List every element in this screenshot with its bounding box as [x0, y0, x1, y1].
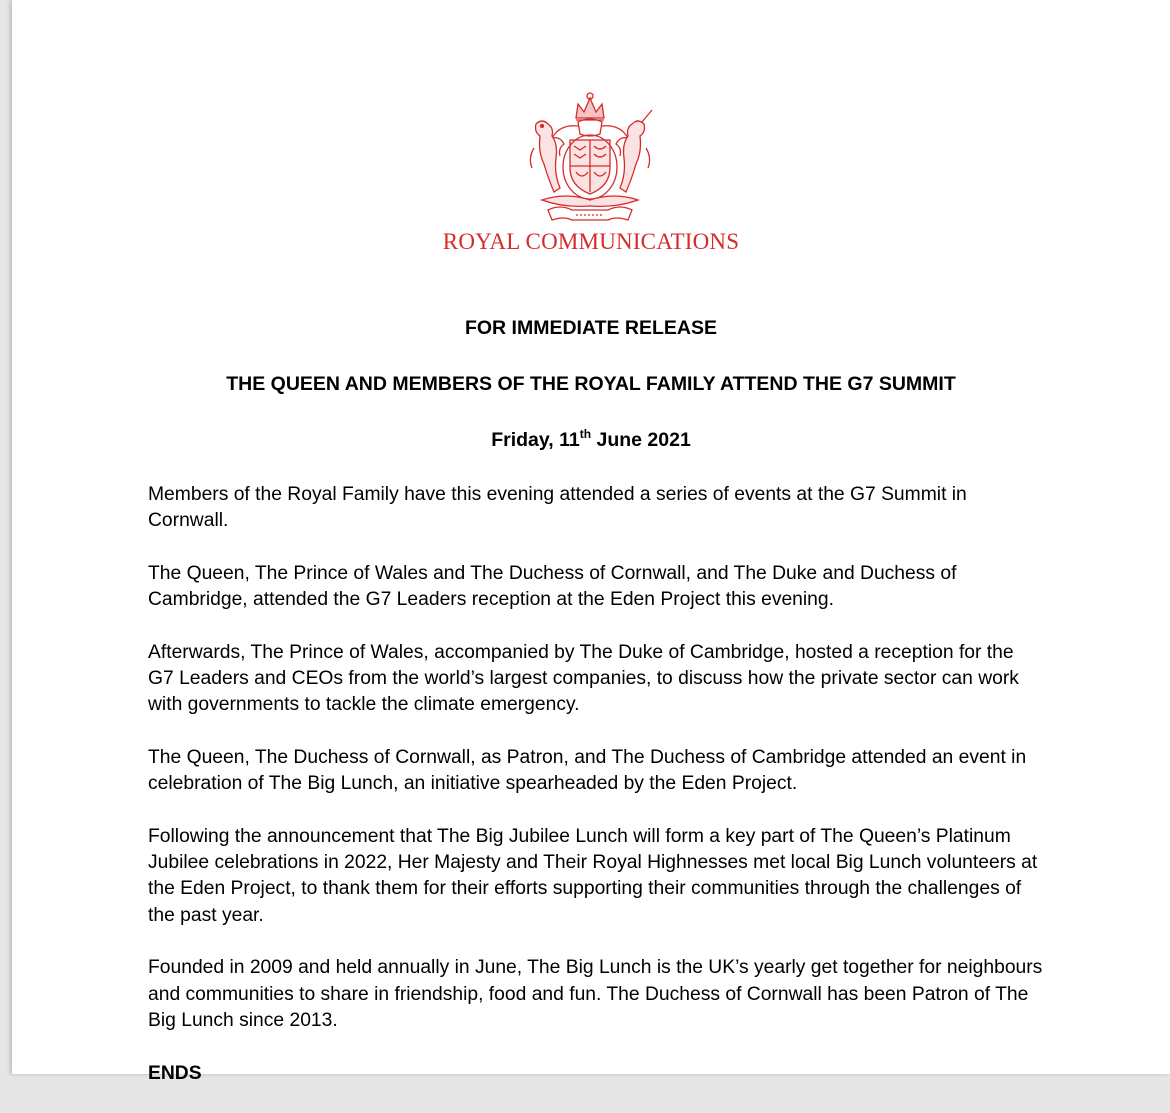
- release-date: [12, 429, 1170, 452]
- release-status: FOR IMMEDIATE RELEASE: [464, 317, 718, 339]
- body-paragraph: Members of the Royal Family have this evening attended a series of events at the G7 Summit in Cornwall.: [148, 484, 967, 532]
- release-date-day: Friday, 11: [491, 429, 580, 451]
- body-paragraph: The Queen, The Prince of Wales and The Duchess of Cornwall, and The Duke and Duchess of Cambridge, attended the G7 Leaders reception at the Eden Project this evening.: [148, 562, 957, 611]
- release-date-ordinal: th: [579, 427, 592, 441]
- organisation-name: ROYAL COMMUNICATIONS: [442, 229, 740, 254]
- body-paragraph: Founded in 2009 and held annually in June, The Big Lunch is the UK’s yearly get together for neighbours and communities to share in friendship, food and fun. The Duchess of Cornwall has been Patron of The Big Lunch since 2013.: [148, 957, 1043, 1031]
- release-date-month-year: June 2021: [591, 429, 691, 451]
- body-paragraph: The Queen, The Duchess of Cornwall, as Patron, and The Duchess of Cambridge attended an event in celebration of The Big Lunch, an initiative spearheaded by the Eden Project.: [148, 746, 1027, 795]
- press-release-headline: THE QUEEN AND MEMBERS OF THE ROYAL FAMILY ATTEND THE G7 SUMMIT: [226, 373, 956, 395]
- release-body: [148, 482, 1043, 1113]
- document-page: [12, 0, 1170, 1084]
- body-paragraph: Afterwards, The Prince of Wales, accompanied by The Duke of Cambridge, hosted a reception for the G7 Leaders and CEOs from the world’s largest companies, to discuss how the private sector can work with governments to tackle the climate emergency.: [148, 641, 1019, 716]
- ends-marker: ENDS: [148, 1062, 202, 1084]
- royal-coat-of-arms-icon: [520, 88, 660, 226]
- body-paragraph: Following the announcement that The Big Jubilee Lunch will form a key part of The Queen’s Platinum Jubilee celebrations in 2022, Her Majesty and Their Royal Highnesses met local Big Lunch volunteers at the Eden Project, to thank them for their efforts supporting their communities through the challenges of the past year.: [148, 825, 1038, 926]
